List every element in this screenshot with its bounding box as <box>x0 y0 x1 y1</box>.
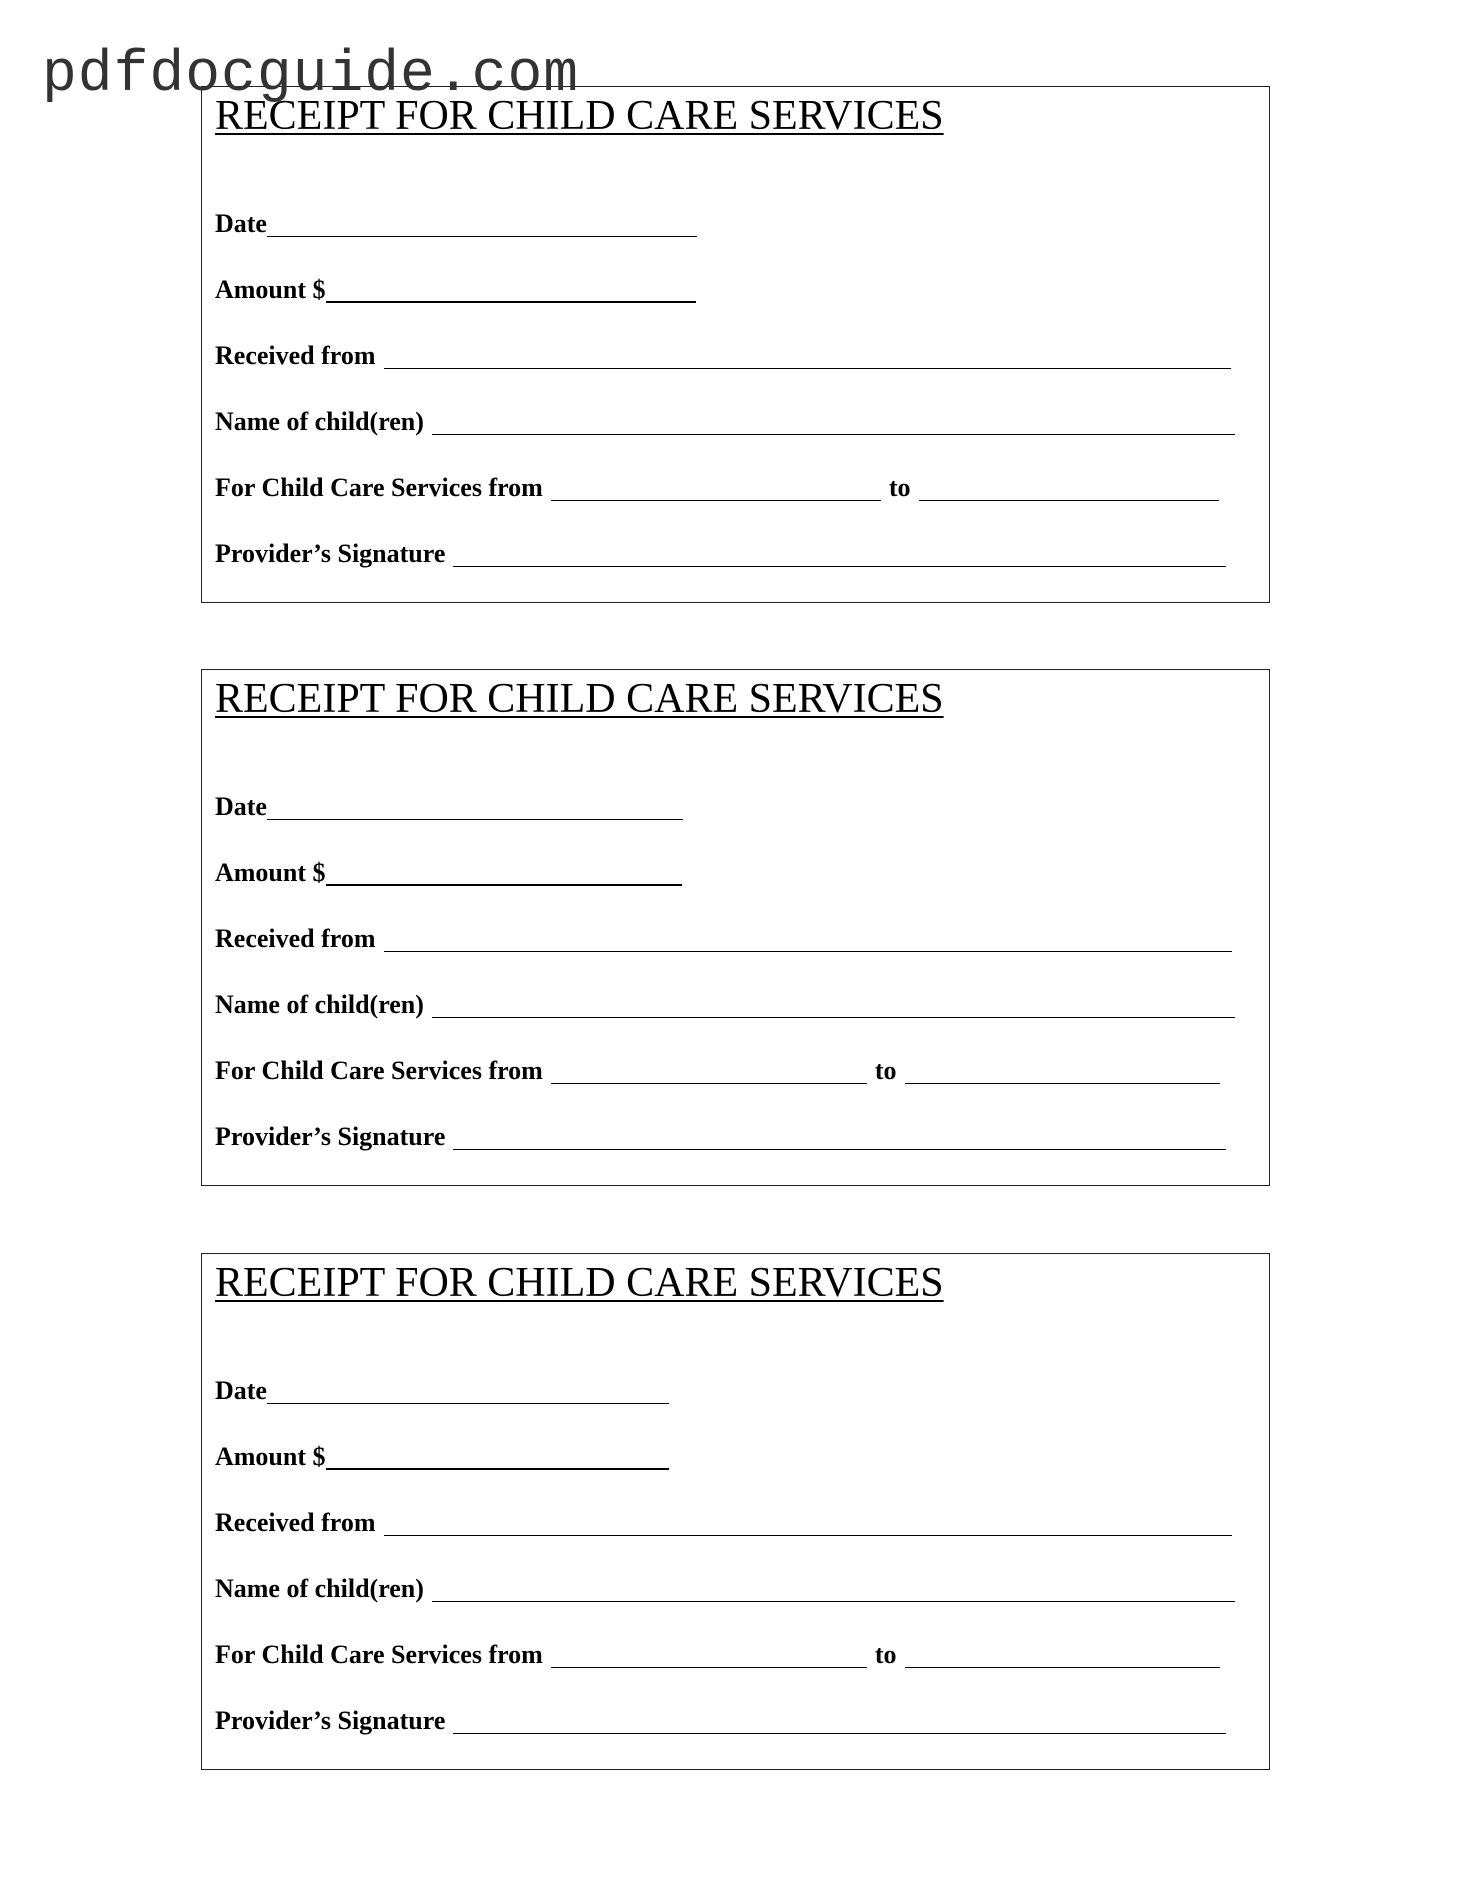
services-from-label: For Child Care Services from <box>215 1640 543 1669</box>
date-label: Date <box>215 1376 267 1405</box>
date-label: Date <box>215 209 267 238</box>
signature-label: Provider’s Signature <box>215 1122 446 1151</box>
services-period-row <box>215 1052 1220 1086</box>
received-from-label: Received from <box>215 341 376 370</box>
child-name-field[interactable] <box>432 991 1235 1018</box>
signature-field[interactable] <box>453 540 1226 567</box>
services-from-field[interactable] <box>551 1057 867 1084</box>
services-to-field[interactable] <box>919 474 1219 501</box>
receipt-form <box>201 1253 1270 1770</box>
services-from-label: For Child Care Services from <box>215 1056 543 1085</box>
child-name-field[interactable] <box>432 408 1235 435</box>
amount-field[interactable] <box>326 858 682 886</box>
services-from-field[interactable] <box>551 474 881 501</box>
services-to-field[interactable] <box>905 1057 1220 1084</box>
services-period-row <box>215 469 1219 503</box>
services-to-label: to <box>888 473 911 502</box>
received-from-label: Received from <box>215 924 376 953</box>
child-name-row <box>215 1570 1235 1604</box>
signature-field[interactable] <box>453 1707 1226 1734</box>
services-from-label: For Child Care Services from <box>215 473 543 502</box>
date-label: Date <box>215 792 267 821</box>
child-name-field[interactable] <box>432 1575 1235 1602</box>
signature-row <box>215 535 1226 569</box>
services-to-label: to <box>874 1056 897 1085</box>
amount-row <box>215 854 682 888</box>
child-name-row <box>215 403 1235 437</box>
received-from-field[interactable] <box>384 925 1232 952</box>
receipt-title: RECEIPT FOR CHILD CARE SERVICES <box>215 93 944 139</box>
date-row <box>215 788 683 822</box>
services-to-field[interactable] <box>905 1641 1220 1668</box>
services-to-label: to <box>874 1640 897 1669</box>
amount-label: Amount $ <box>215 1442 326 1471</box>
received-from-row <box>215 1504 1232 1538</box>
amount-row <box>215 271 696 305</box>
received-from-field[interactable] <box>384 1509 1232 1536</box>
signature-row <box>215 1702 1226 1736</box>
date-row <box>215 205 697 239</box>
child-name-label: Name of child(ren) <box>215 407 424 436</box>
amount-field[interactable] <box>326 275 696 303</box>
services-from-field[interactable] <box>551 1641 867 1668</box>
services-period-row <box>215 1636 1220 1670</box>
date-field[interactable] <box>267 210 697 237</box>
date-row <box>215 1372 669 1406</box>
amount-field[interactable] <box>326 1442 669 1470</box>
amount-row <box>215 1438 669 1472</box>
amount-label: Amount $ <box>215 858 326 887</box>
signature-label: Provider’s Signature <box>215 1706 446 1735</box>
signature-field[interactable] <box>453 1123 1226 1150</box>
signature-label: Provider’s Signature <box>215 539 446 568</box>
receipt-form <box>201 669 1270 1186</box>
received-from-field[interactable] <box>384 342 1231 369</box>
receipt-title: RECEIPT FOR CHILD CARE SERVICES <box>215 676 944 722</box>
watermark: pdfdocguide.com <box>42 43 580 108</box>
received-from-row <box>215 337 1231 371</box>
child-name-label: Name of child(ren) <box>215 1574 424 1603</box>
signature-row <box>215 1118 1226 1152</box>
amount-label: Amount $ <box>215 275 326 304</box>
received-from-label: Received from <box>215 1508 376 1537</box>
receipt-form <box>201 86 1270 603</box>
child-name-row <box>215 986 1235 1020</box>
receipt-title: RECEIPT FOR CHILD CARE SERVICES <box>215 1260 944 1306</box>
date-field[interactable] <box>267 1377 669 1404</box>
received-from-row <box>215 920 1232 954</box>
child-name-label: Name of child(ren) <box>215 990 424 1019</box>
date-field[interactable] <box>267 793 683 820</box>
